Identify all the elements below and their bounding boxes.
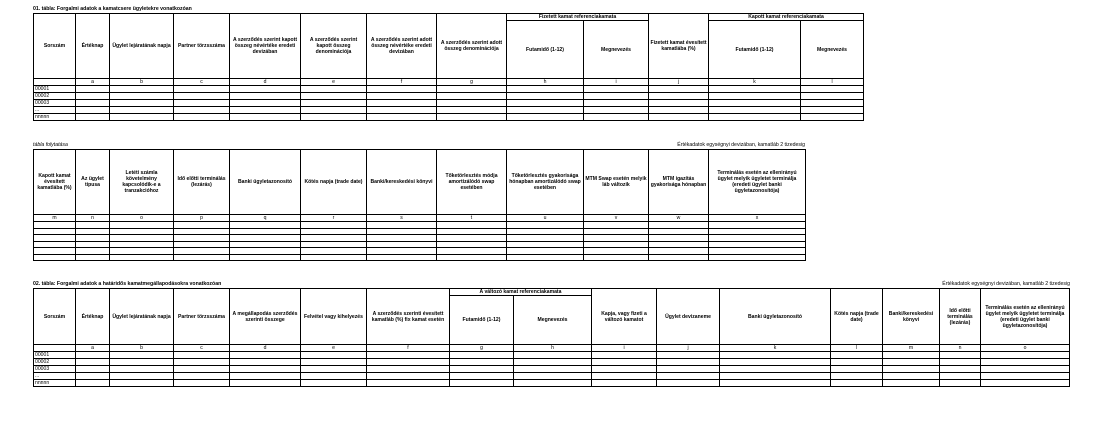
table-cell[interactable] <box>230 254 301 261</box>
t2-letter-8: h <box>514 345 592 352</box>
table-cell[interactable] <box>76 114 110 121</box>
table-cell[interactable] <box>981 352 1070 359</box>
table-cell[interactable] <box>720 359 831 366</box>
tc-header-3: Idő előtti terminálás (lezárás) <box>174 150 230 215</box>
table-cell[interactable] <box>584 100 649 107</box>
table-cell[interactable] <box>592 359 657 366</box>
table-cell[interactable] <box>76 86 110 93</box>
table-cell[interactable] <box>584 107 649 114</box>
tc-header-7: Tőketörlesztés módja amortizálódó swap esetében <box>437 150 507 215</box>
table-cell[interactable] <box>450 366 514 373</box>
table2 <box>33 288 1070 387</box>
table-cell[interactable] <box>174 380 230 387</box>
t2-letter-7: g <box>450 345 514 352</box>
t1-header-0: Sorszám <box>34 14 76 79</box>
table-cell[interactable] <box>709 100 801 107</box>
tc-letter-0: m <box>34 215 76 222</box>
t1-letter-1: a <box>76 79 110 86</box>
table-cell[interactable] <box>367 366 450 373</box>
t2-letter-4: d <box>230 345 301 352</box>
t1-header-9: Megnevezés <box>584 21 649 79</box>
table-cell[interactable] <box>110 254 174 261</box>
t2-header-11: Banki ügyletazonosító <box>720 289 831 345</box>
table-cell[interactable] <box>110 373 174 380</box>
table-cell[interactable] <box>367 86 437 93</box>
tc-header-4: Banki ügyletazonosító <box>230 150 301 215</box>
table-cell[interactable] <box>367 100 437 107</box>
t1-letter-11: k <box>709 79 801 86</box>
t1-header-8: Futamidő (1-12) <box>507 21 584 79</box>
table-cell[interactable] <box>709 86 801 93</box>
tc-letter-2: o <box>110 215 174 222</box>
table-cell[interactable] <box>883 359 940 366</box>
table-cell[interactable] <box>709 254 806 261</box>
table-cell[interactable] <box>367 107 437 114</box>
t1-letter-9: i <box>584 79 649 86</box>
table-cell[interactable] <box>110 366 174 373</box>
table-cell[interactable] <box>709 114 801 121</box>
table-cell[interactable] <box>940 373 981 380</box>
table-cell[interactable] <box>110 352 174 359</box>
t2-header-7: Futamidő (1-12) <box>450 296 514 345</box>
table-cell[interactable] <box>437 86 507 93</box>
t2-letter-0 <box>34 345 76 352</box>
t2-letter-10: j <box>657 345 720 352</box>
t2-letter-13: m <box>883 345 940 352</box>
table-cell[interactable] <box>76 380 110 387</box>
tc-header-11: Terminálás esetén az ellenirányú ügylet melyik ügyletet terminálja (eredeti ügylet banki ügyletazonosítója) <box>709 150 806 215</box>
t2-header-0: Sorszám <box>34 289 76 345</box>
table-cell[interactable] <box>110 93 174 100</box>
tc-letter-1: n <box>76 215 110 222</box>
table-cell[interactable] <box>981 359 1070 366</box>
t1-header-2: Ügylet lejáratának napja <box>110 14 174 79</box>
table-cell[interactable] <box>230 380 301 387</box>
table-cell[interactable] <box>76 254 110 261</box>
table-cell[interactable] <box>301 100 367 107</box>
table-cell[interactable] <box>801 100 864 107</box>
table-cell[interactable] <box>657 373 720 380</box>
table-cell[interactable] <box>514 380 592 387</box>
table-cell[interactable] <box>831 359 883 366</box>
table1 <box>33 13 864 121</box>
table-cell[interactable] <box>657 380 720 387</box>
table-cell[interactable] <box>301 114 367 121</box>
table-cell[interactable] <box>709 93 801 100</box>
table-cell[interactable] <box>174 254 230 261</box>
table-cell[interactable] <box>584 114 649 121</box>
table-cell[interactable] <box>584 254 649 261</box>
t1-letter-10: j <box>649 79 709 86</box>
t2-header-12: Kötés napja (trade date) <box>831 289 883 345</box>
table-cell[interactable] <box>831 352 883 359</box>
t2-header-2: Ügylet lejáratának napja <box>110 289 174 345</box>
table-cell[interactable] <box>450 373 514 380</box>
t1-header-1: Értéknap <box>76 14 110 79</box>
table-cell[interactable] <box>592 380 657 387</box>
t2-letter-15: o <box>981 345 1070 352</box>
table-cell[interactable] <box>367 359 450 366</box>
table-cell[interactable] <box>720 380 831 387</box>
t1-letter-7: g <box>437 79 507 86</box>
table-cell[interactable] <box>720 366 831 373</box>
table-cell[interactable] <box>34 254 76 261</box>
table-cell[interactable] <box>301 107 367 114</box>
table-cell[interactable] <box>367 93 437 100</box>
table-cell[interactable] <box>883 366 940 373</box>
continuation-table <box>33 149 806 261</box>
table2-title: 02. tábla: Forgalmi adatok a határidős kamatmegállapodásokra vonatkozóan <box>33 281 222 287</box>
table-cell[interactable] <box>110 359 174 366</box>
t1-header-10: Fizetett kamat évesített kamatlába (%) <box>649 14 709 79</box>
t2-row-id: ... <box>34 373 76 380</box>
table-cell[interactable] <box>657 366 720 373</box>
table-cell[interactable] <box>76 107 110 114</box>
tc-letter-10: w <box>649 215 709 222</box>
table-cell[interactable] <box>301 86 367 93</box>
t2-letter-1: a <box>76 345 110 352</box>
table-cell[interactable] <box>831 366 883 373</box>
tc-letter-3: p <box>174 215 230 222</box>
tc-letter-9: v <box>584 215 649 222</box>
table-cell[interactable] <box>657 359 720 366</box>
table-cell[interactable] <box>110 86 174 93</box>
tc-letter-8: u <box>507 215 584 222</box>
table-cell[interactable] <box>514 366 592 373</box>
table-cell[interactable] <box>301 359 367 366</box>
t1-letter-5: e <box>301 79 367 86</box>
table-cell[interactable] <box>174 93 230 100</box>
tc-header-8: Tőketörlesztés gyakorisága hónapban amortizálódó swap esetében <box>507 150 584 215</box>
table-cell[interactable] <box>649 254 709 261</box>
table-cell[interactable] <box>174 86 230 93</box>
table-cell[interactable] <box>801 86 864 93</box>
table-cell[interactable] <box>981 373 1070 380</box>
table-cell[interactable] <box>883 380 940 387</box>
table1-title: 01. tábla: Forgalmi adatok a kamatcsere ügyletekre vonatkozóan <box>33 6 192 12</box>
table-cell[interactable] <box>592 352 657 359</box>
table-cell[interactable] <box>831 373 883 380</box>
table-cell[interactable] <box>110 114 174 121</box>
t2-header-5: Felvétel vagy kihelyezés <box>301 289 367 345</box>
table-cell[interactable] <box>367 114 437 121</box>
table-cell[interactable] <box>883 373 940 380</box>
table-cell[interactable] <box>940 352 981 359</box>
t1-header-4: A szerződés szerint kapott összeg névértéke eredeti devizában <box>230 14 301 79</box>
table-cell[interactable] <box>110 100 174 107</box>
t2-letter-9: i <box>592 345 657 352</box>
table-cell[interactable] <box>649 93 709 100</box>
table-cell[interactable] <box>507 86 584 93</box>
t1-header-6: A szerződés szerint adott összeg névértéke eredeti devizában <box>367 14 437 79</box>
tc-header-1: Az ügylet típusa <box>76 150 110 215</box>
t2-letter-5: e <box>301 345 367 352</box>
t2-header-1: Értéknap <box>76 289 110 345</box>
table-cell[interactable] <box>437 93 507 100</box>
t1-row-id: 00001 <box>34 86 76 93</box>
table-cell[interactable] <box>584 93 649 100</box>
t2-header-10: Ügylet devizaneme <box>657 289 720 345</box>
table-cell[interactable] <box>230 86 301 93</box>
t1-row-id: nnnnn <box>34 114 76 121</box>
t1-letter-6: f <box>367 79 437 86</box>
t2-letter-11: k <box>720 345 831 352</box>
table-cell[interactable] <box>301 254 367 261</box>
tc-letter-6: s <box>367 215 437 222</box>
table-cell[interactable] <box>301 366 367 373</box>
t1-row-id: 00003 <box>34 100 76 107</box>
table-cell[interactable] <box>301 380 367 387</box>
tc-letter-5: r <box>301 215 367 222</box>
tc-header-0: Kapott kamat évesített kamatlába (%) <box>34 150 76 215</box>
t1-letter-3: c <box>174 79 230 86</box>
table-cell[interactable] <box>437 114 507 121</box>
table-cell[interactable] <box>76 352 110 359</box>
t2-letter-14: n <box>940 345 981 352</box>
table-cell[interactable] <box>367 352 450 359</box>
table-cell[interactable] <box>801 107 864 114</box>
t2-header-9: Kapja, vagy fizeti a változó kamatot <box>592 289 657 345</box>
table-cell[interactable] <box>649 86 709 93</box>
table-cell[interactable] <box>649 100 709 107</box>
t2-letter-3: c <box>174 345 230 352</box>
table-cell[interactable] <box>981 380 1070 387</box>
table-cell[interactable] <box>230 93 301 100</box>
table-cell[interactable] <box>230 114 301 121</box>
continuation-title: tábla folytatása <box>33 142 68 148</box>
table-cell[interactable] <box>301 352 367 359</box>
t2-header-14: Idő előtti terminálás (lezárás) <box>940 289 981 345</box>
table-cell[interactable] <box>940 366 981 373</box>
t2-row-id: 00001 <box>34 352 76 359</box>
table-cell[interactable] <box>174 373 230 380</box>
table-cell[interactable] <box>507 107 584 114</box>
table-cell[interactable] <box>507 114 584 121</box>
t2-row-id: nnnnn <box>34 380 76 387</box>
table-cell[interactable] <box>883 352 940 359</box>
t1-letter-2: b <box>110 79 174 86</box>
table-cell[interactable] <box>720 352 831 359</box>
tc-header-9: MTM Swap esetén melyik láb változik <box>584 150 649 215</box>
table-cell[interactable] <box>174 366 230 373</box>
t1-header-7: A szerződés szerint adott összeg denominációja <box>437 14 507 79</box>
t1-group-fizetett: Fizetett kamat referenciakamata <box>507 14 649 21</box>
tc-letter-7: t <box>437 215 507 222</box>
table-cell[interactable] <box>801 114 864 121</box>
table-cell[interactable] <box>230 352 301 359</box>
table-cell[interactable] <box>507 100 584 107</box>
table-cell[interactable] <box>514 373 592 380</box>
table-cell[interactable] <box>507 93 584 100</box>
t1-letter-12: l <box>801 79 864 86</box>
table-cell[interactable] <box>450 380 514 387</box>
table-cell[interactable] <box>940 359 981 366</box>
t1-row-id: 00002 <box>34 93 76 100</box>
table-cell[interactable] <box>174 352 230 359</box>
table-cell[interactable] <box>367 373 450 380</box>
table-cell[interactable] <box>507 254 584 261</box>
table-cell[interactable] <box>981 366 1070 373</box>
table-cell[interactable] <box>709 107 801 114</box>
t1-header-11: Futamidő (1-12) <box>709 21 801 79</box>
t1-letter-4: d <box>230 79 301 86</box>
table-cell[interactable] <box>367 380 450 387</box>
table-cell[interactable] <box>76 359 110 366</box>
table-cell[interactable] <box>367 254 437 261</box>
t1-row-id: ... <box>34 107 76 114</box>
table-cell[interactable] <box>301 373 367 380</box>
t2-header-3: Partner törzsszáma <box>174 289 230 345</box>
t2-letter-12: l <box>831 345 883 352</box>
table-cell[interactable] <box>110 380 174 387</box>
tc-letter-11: x <box>709 215 806 222</box>
t2-header-6: A szerződés szerinti évesített kamatláb (%) fix kamat esetén <box>367 289 450 345</box>
table-cell[interactable] <box>230 100 301 107</box>
table-cell[interactable] <box>230 359 301 366</box>
table-cell[interactable] <box>450 352 514 359</box>
tc-header-6: Banki/kereskedési könyvi <box>367 150 437 215</box>
table-cell[interactable] <box>174 100 230 107</box>
tc-header-2: Letéti számla követelmény kapcsolódik-e a tranzakcióhoz <box>110 150 174 215</box>
table-cell[interactable] <box>301 93 367 100</box>
table-cell[interactable] <box>514 352 592 359</box>
table-cell[interactable] <box>592 366 657 373</box>
t2-header-13: Banki/kereskedési könyvi <box>883 289 940 345</box>
t2-row-id: 00002 <box>34 359 76 366</box>
table-cell[interactable] <box>592 373 657 380</box>
t2-group-valtozo: A változó kamat referenciakamata <box>450 289 592 296</box>
table-cell[interactable] <box>437 254 507 261</box>
t2-header-15: Terminálás esetén az ellenirányú ügylet melyik ügyletet terminálja (eredeti ügylet banki ügyletazonosítója) <box>981 289 1070 345</box>
tc-letter-4: q <box>230 215 301 222</box>
table-cell[interactable] <box>831 380 883 387</box>
t1-header-12: Megnevezés <box>801 21 864 79</box>
tc-header-5: Kötés napja (trade date) <box>301 150 367 215</box>
table-cell[interactable] <box>76 373 110 380</box>
table-cell[interactable] <box>801 93 864 100</box>
table-cell[interactable] <box>584 86 649 93</box>
table-cell[interactable] <box>940 380 981 387</box>
table-cell[interactable] <box>76 366 110 373</box>
table-cell[interactable] <box>720 373 831 380</box>
table-cell[interactable] <box>76 100 110 107</box>
table-cell[interactable] <box>110 107 174 114</box>
table-cell[interactable] <box>657 352 720 359</box>
table-cell[interactable] <box>76 93 110 100</box>
table-cell[interactable] <box>174 114 230 121</box>
t2-letter-2: b <box>110 345 174 352</box>
t1-letter-0 <box>34 79 76 86</box>
t2-header-4: A megállapodás szerződés szerinti összege <box>230 289 301 345</box>
table-cell[interactable] <box>230 366 301 373</box>
tc-header-10: MTM igazítás gyakorisága hónapban <box>649 150 709 215</box>
continuation-note: Értékadatok egységnyi devizában, kamatláb 2 tizedesig <box>677 142 805 148</box>
t1-header-5: A szerződés szerint kapott összeg denominációja <box>301 14 367 79</box>
table-cell[interactable] <box>230 373 301 380</box>
table-cell[interactable] <box>230 107 301 114</box>
t1-header-3: Partner törzsszáma <box>174 14 230 79</box>
table-cell[interactable] <box>437 100 507 107</box>
t1-group-kapott: Kapott kamat referenciakamata <box>709 14 864 21</box>
t2-header-8: Megnevezés <box>514 296 592 345</box>
table-cell[interactable] <box>514 359 592 366</box>
table-cell[interactable] <box>437 107 507 114</box>
t2-letter-6: f <box>367 345 450 352</box>
t2-row-id: 00003 <box>34 366 76 373</box>
table-cell[interactable] <box>649 114 709 121</box>
t1-letter-8: h <box>507 79 584 86</box>
table-cell[interactable] <box>174 107 230 114</box>
table-cell[interactable] <box>174 359 230 366</box>
table2-note: Értékadatok egységnyi devizában, kamatláb 2 tizedesig <box>942 281 1070 287</box>
table-cell[interactable] <box>649 107 709 114</box>
table-cell[interactable] <box>450 359 514 366</box>
